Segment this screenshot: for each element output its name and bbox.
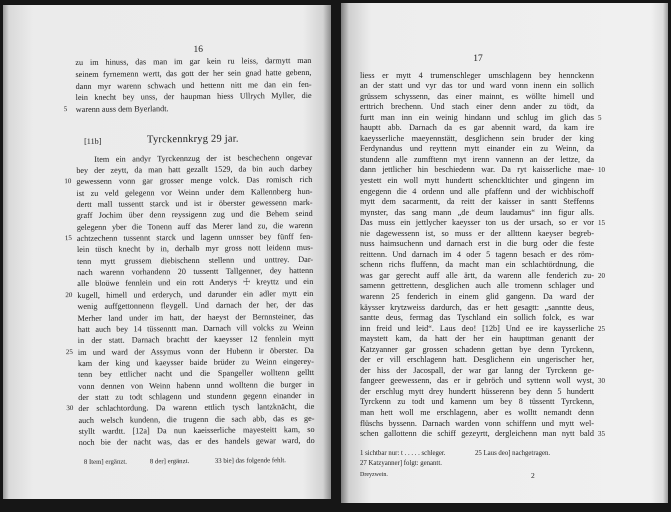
text-line [360, 187, 594, 198]
text-line [360, 323, 605, 335]
line-text: Merher land under im hatt, der haeyst der Bernnsteiner, das [77, 311, 314, 323]
line-text: hauptt abb. Darnach da es gar abennit ward, da kam ire [360, 123, 594, 133]
line-text: ist zu veld gelegenn vor Weinn under dem Kallennberg hun- [76, 186, 313, 198]
line-text: mytt dem sacarmentt, da reitt der kaisser in santt Steffenns [360, 197, 594, 207]
text-line [360, 239, 594, 250]
line-text: schenn richs fluffenn, da macht man ein schlachtördnung, die [360, 260, 594, 270]
line-text: reittenn. Und darnach im 4 oder 5 tagenn besach er des röm- [360, 249, 594, 259]
line-text: dann myr warenn schwach und hettenn nitt me dan ein fen- [75, 79, 312, 91]
line-text: kaeysserliche maeyennstätt, desglichenn sein bruder der king [360, 133, 594, 143]
line-number: 20 [65, 290, 73, 299]
line-text: noch bie der nacht was, das er des handels gewar ward, do [78, 436, 315, 448]
text-line [360, 313, 594, 324]
line-text: liess er mytt 4 trumenschleger umschlagenn bey hennckenn [360, 70, 594, 80]
line-text: schen gallottenn die schiff gezeyrtt, dergleichenn man nytt bald [360, 429, 594, 439]
page-number: 16 [193, 44, 204, 55]
line-number: 10 [598, 166, 605, 175]
line-text: an der statt und vyr das tor und ward vonn inenn ein sollich [360, 81, 594, 91]
line-text: der statt zu todt schlagenn und stundenn gegenn einander in [78, 390, 315, 403]
line-text: gelegenn yber die Tonenn auff das Merer land zu, die warenn [76, 220, 313, 232]
line-text: der erschlug mytt drey hundertt hüsserenn bey denn 5 hundertt [360, 386, 594, 396]
footnote: 33 bie] das folgende fehlt. [214, 457, 287, 465]
text-line [360, 345, 594, 356]
text-line [360, 250, 594, 261]
text-line [360, 366, 594, 377]
left-intro-text [63, 55, 312, 116]
line-text: Ferdynandus und reyttenn mytt einander ein zu Weinn, da [360, 144, 594, 154]
line-number: 30 [66, 404, 74, 413]
text-line [360, 123, 594, 134]
line-text: maystett kam, da hatt der her ein haupttman genantt der [360, 334, 594, 344]
line-text: styllt wardtt. [12a] Da nun kaeisserliche mayesteitt kam, so [78, 425, 315, 437]
footnote: 8 Item] ergänzt. [83, 458, 127, 466]
line-number: 30 [598, 377, 605, 386]
text-line [360, 208, 594, 219]
line-text: der schlachtordung. Da warenn ettlich tysch lantzknächt, die [78, 402, 315, 414]
line-number: 25 [65, 347, 73, 356]
line-number: 5 [63, 105, 68, 114]
line-text: furtt man inn ein weinig hindann und schlug im glich das [360, 112, 594, 122]
text-line [360, 387, 594, 398]
line-number: 20 [598, 271, 605, 280]
line-text: zu im hinuss, das man im gar kein ru leiss, darmytt man [75, 55, 312, 67]
line-text: gewessenn vonn gar grosser menge volck. Das romisch rich [76, 175, 313, 187]
line-text: im und ward der Assymus vonn der Hubenn ir öberster. Da [77, 345, 314, 357]
line-text: lein knecht bey unss, der haupman hiess Ullrych Myller, die [75, 91, 312, 103]
line-text: kam der king und kaeysser baide brüder zu Weinn eingerey- [77, 356, 315, 368]
line-number: 15 [598, 219, 605, 228]
signature-number: 2 [531, 471, 535, 480]
footnote: 27 Katzyanner] folgt: genantt. [360, 460, 442, 467]
footnote: 1 sichtbar nur: t . . . . . schleger. [360, 450, 446, 457]
line-text: nuss haimsuchenn und darnach erst in die burg oder die feste [360, 239, 594, 249]
line-text: der hiss der Jacospall, der war gar lanng der Tyrckenn ge- [360, 365, 594, 375]
line-text: was gar gerecht auff alle ärtt, da warenn alle fenderich zu- [360, 270, 594, 280]
line-text: fangeer geewessenn, das er ir gebröch und syttenn woll wyst, [360, 376, 594, 386]
line-text: Item ein andyr Tyrckennzug der ist beschechenn ongevar [94, 152, 313, 164]
line-text: der er vill erschlagenn hatt. Desglichenn ein ungerischer her, [360, 355, 594, 365]
text-line [360, 408, 594, 419]
line-number: 35 [598, 430, 605, 439]
text-line [360, 419, 594, 430]
line-text: kugell, himell und erderych, und darunder ein adler mytt ein [77, 288, 314, 300]
text-line [360, 134, 594, 145]
text-line [360, 429, 605, 440]
line-number: 5 [598, 113, 602, 122]
text-line [360, 397, 594, 408]
section-title: Tyrckennkryg 29 jar. [146, 133, 239, 146]
text-line [360, 165, 605, 176]
line-text: nie dagewessenn ist, so muss er der allttenn kaeyser begreb- [360, 228, 594, 238]
line-text: alle bloüwe fennlein und ein rott Anderys ☩ kreyttz und ein [77, 277, 314, 289]
line-text: Katzyanner gar grossen schadenn gettan bye denn Tyrckenn, [360, 344, 594, 354]
line-text: tenn mytt grussem diebischenn stellenn und unttrey. Dar- [77, 254, 314, 266]
line-text: yestett ein woll mytt hundertt schenckltichter und gingenn im [360, 175, 594, 185]
line-text: Das muss ein jettlycher kaeysser ton us der ursach, so er vor [360, 218, 594, 228]
footnote: 8 der] ergänzt. [149, 458, 190, 466]
text-line [360, 102, 594, 113]
text-line [360, 218, 605, 229]
line-text: man hett woll me erschlagenn, aber es wolltt nemandt denn [360, 408, 594, 417]
text-line [360, 176, 594, 187]
line-text: lein tüsch knecht by in, derhalb myr gross nott leidenn mus- [76, 243, 314, 255]
line-text: mynster, das sang mann „de deum laudamus“ inn figur alls. [360, 207, 594, 217]
line-text: seinem fyrnemenn wertt, das gott der her sein gnad hatte gebenn, [75, 67, 312, 79]
text-line [360, 144, 594, 155]
line-text: achtzechenn tussennt starck und lagenn unnsser bey fünff fen- [76, 231, 313, 244]
line-text: bey der zeytt, da man hatt gezallt 1529, da bin auch darbey [76, 163, 313, 175]
text-line [360, 281, 594, 292]
text-line [360, 270, 605, 282]
line-text: auch welsch kundenn, die trugenn die sach abb, das es ge- [78, 413, 315, 425]
text-line [360, 81, 594, 92]
line-text: warenn auss dem Byerlandt. [75, 104, 169, 115]
line-text: graff Jochim über denn reyssigenn zug und die Behem seind [76, 209, 313, 221]
line-text: santte deus, fermag das Tyschland ein sollich folck, es war [360, 313, 594, 323]
line-text: warenn 25 fenderich in einem glid gangenn. Da ward der [360, 291, 594, 301]
line-text: stundenn alle zumfftenn myt irenn vannenn an der lettze, da [360, 154, 594, 164]
text-line [360, 229, 594, 240]
text-line [360, 197, 594, 208]
text-line [360, 92, 594, 103]
line-text: samenn gettrettenn, desglichen auch alle tromenn schlager und [360, 281, 594, 291]
line-text: wenig auffgettonnenn fleygell. Und darnach der her, der das [77, 300, 314, 312]
line-number: 15 [64, 234, 72, 243]
text-line [360, 155, 594, 166]
text-line [360, 376, 605, 387]
line-text: erttrich brechenn. Und stach einer denn ander zu tödt, da [360, 102, 594, 112]
text-line [360, 71, 594, 82]
right-body-text [360, 70, 605, 440]
footnote: 25 Laus deo] nachgetragen. [475, 450, 551, 457]
line-text: engegenn die 4 ordenn und alle pfaffenn und der wichbischoff [360, 186, 594, 196]
text-line [360, 355, 594, 366]
text-line [63, 102, 312, 116]
text-line [79, 435, 315, 448]
line-text: in der statt. Darnach brachtt der kaeysser 12 fennlein mytt [77, 334, 314, 346]
text-line [360, 303, 594, 314]
line-text: tenn bey ettlicher nacht und die Spangeller wolltenn gelltt [78, 368, 315, 380]
line-text: vonn dennen von Weinn habenn unnd wolltenn die burger in [78, 379, 315, 391]
line-text: flüschs byssenn. Darnach warden vonn schiffenn und mytt wel- [360, 418, 594, 428]
line-text: dertt mall tussentt starck und ist ir öberster gewessenn mark- [76, 197, 313, 209]
text-line [360, 292, 594, 303]
left-body-text [64, 151, 315, 448]
text-line [360, 334, 594, 345]
line-text: dann jettlicher hin beschiedenn war. Da ryt kaisserliche mae- [360, 165, 594, 175]
line-text: käysser krytzweiss dardurch, das er hett gesagtt: „sanntte deus, [360, 302, 594, 312]
line-text: nach warenn vorhandenn 20 tussentt Tallgenner, dey hattenn [77, 266, 314, 278]
text-line [360, 112, 602, 124]
line-number: 25 [598, 324, 605, 333]
folio-marker: [11b] [84, 136, 102, 146]
line-text: inn freid und leid“. Laus deo! [12b] Und ee ire kaysserliche [360, 323, 594, 333]
text-line [360, 260, 594, 271]
line-text: hatt auch bey 14 tüssenntt man. Darnach vill volcks zu Weinn [77, 322, 314, 334]
signature-title: Dreyzwein. [360, 472, 388, 478]
page-number: 17 [473, 54, 483, 64]
line-number: 10 [64, 177, 72, 186]
line-text: grüssem schyssenn, das einer mainnt, es wöllte himell und [360, 91, 594, 101]
line-text: Tyrckenn zu todt und kamenn um bey 8 tüssentt Tyrckenn, [360, 397, 594, 407]
